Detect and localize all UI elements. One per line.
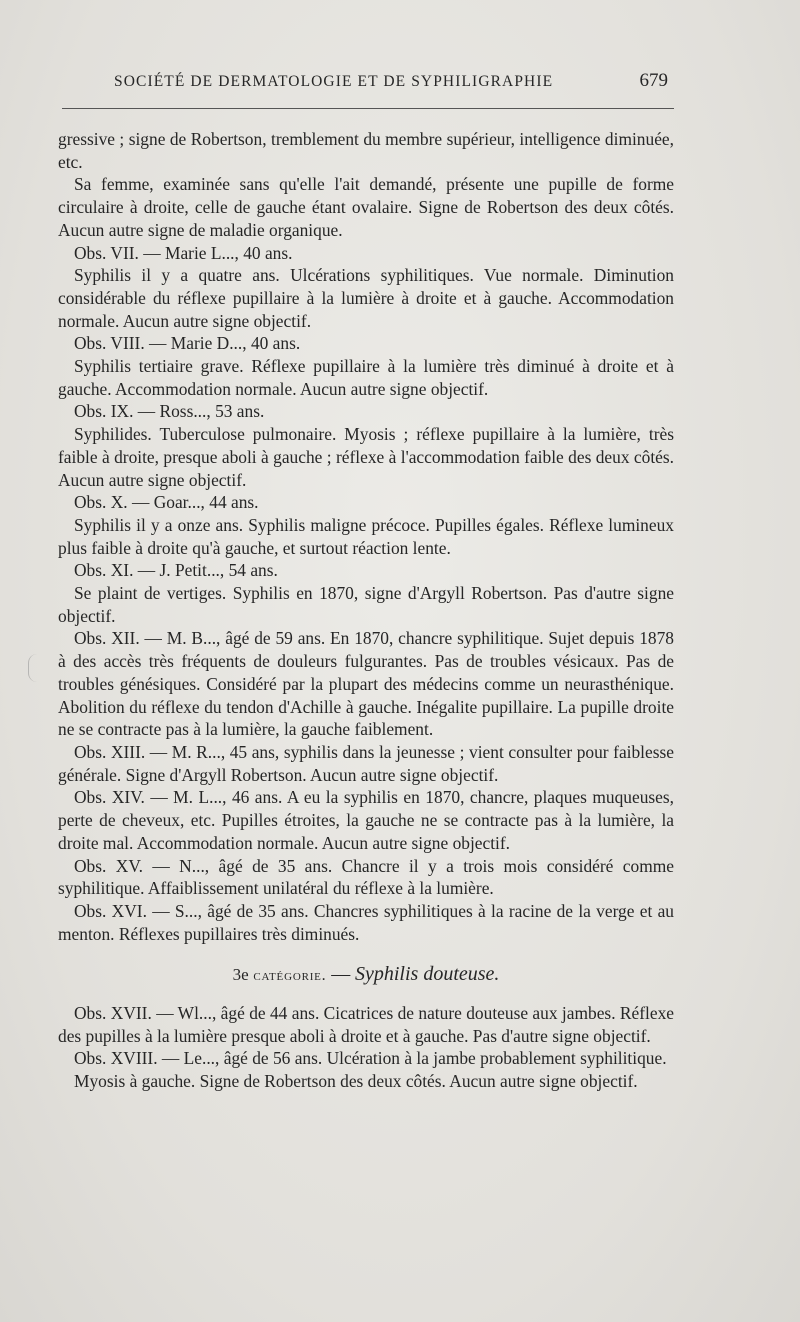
margin-mark bbox=[28, 654, 37, 682]
observation-heading: Obs. VIII. — Marie D..., 40 ans. bbox=[74, 333, 301, 354]
section-number: 3e bbox=[232, 965, 249, 985]
paragraph: Obs. XVII. — Wl..., âgé de 44 ans. Cicatrices de nature douteuse aux jambes. Réflexe des pupilles à la lumière presque aboli à droite et à gauche. Pas d'autre signe objectif. bbox=[58, 1003, 674, 1046]
paragraph: Syphilides. Tuberculose pulmonaire. Myosis ; réflexe pupillaire à la lumière, très faible à droite, presque aboli à gauche ; réflexe à l'accommodation faible des deux côtés. Aucun autre signe objectif. bbox=[58, 424, 674, 490]
body-text bbox=[58, 128, 674, 1093]
paragraph: Obs. XIV. — M. L..., 46 ans. A eu la syphilis en 1870, chancre, plaques muqueuses, perte de cheveux, etc. Pupilles étroites, la gauche ne se contracte pas à la lumière, la droite mal. Accommodation normale. Aucun autre signe objectif. bbox=[58, 787, 674, 853]
paragraph: Obs. XVIII. — Le..., âgé de 56 ans. Ulcération à la jambe probablement syphilitique. bbox=[74, 1048, 667, 1069]
paragraph: Obs. XII. — M. B..., âgé de 59 ans. En 1870, chancre syphilitique. Sujet depuis 1878 à des accès très fréquents de douleurs fulgurantes. Pas de troubles vésicaux. Pas de troubles génésiques. Considéré par la plupart des médecins comme un neurasthénique. Abolition du réflexe du tendon d'Achille à gauche. Inégalite pupillaire. La pupille droite ne se contracte pas à la lumière, la gauche faiblement. bbox=[58, 628, 674, 740]
paragraph: Myosis à gauche. Signe de Robertson des deux côtés. Aucun autre signe objectif. bbox=[74, 1071, 638, 1092]
section-category: catégorie. bbox=[253, 967, 327, 985]
section-title: Syphilis douteuse. bbox=[354, 963, 500, 986]
paragraph: Obs. XVI. — S..., âgé de 35 ans. Chancres syphilitiques à la racine de la verge et au menton. Réflexes pupillaires très diminués. bbox=[58, 900, 674, 944]
observation-heading: Obs. XI. — J. Petit..., 54 ans. bbox=[74, 560, 278, 581]
page-number: 679 bbox=[639, 70, 668, 91]
observation-heading: Obs. VII. — Marie L..., 40 ans. bbox=[74, 242, 293, 263]
paragraph: Sa femme, examinée sans qu'elle l'ait demandé, présente une pupille de forme circulaire à droite, celle de gauche étant ovalaire. Signe de Robertson des deux côtés. Aucun autre signe de maladie organique. bbox=[58, 174, 674, 240]
paragraph: Obs. XV. — N..., âgé de 35 ans. Chancre il y a trois mois considéré comme syphilitique. Affaiblissement unilatéral du réflexe à la lumière. bbox=[58, 855, 674, 899]
section-heading bbox=[58, 963, 674, 988]
header-rule bbox=[62, 108, 674, 109]
section-dash: — bbox=[331, 964, 351, 986]
paragraph: Obs. XIII. — M. R..., 45 ans, syphilis dans la jeunesse ; vient consulter pour faiblesse générale. Signe d'Argyll Robertson. Aucun autre signe objectif. bbox=[58, 741, 674, 785]
observation-heading: Obs. X. — Goar..., 44 ans. bbox=[74, 492, 259, 513]
paragraph: Se plaint de vertiges. Syphilis en 1870, signe d'Argyll Robertson. Pas d'autre signe objectif. bbox=[58, 583, 674, 626]
paragraph: gressive ; signe de Robertson, tremblement du membre supérieur, intelligence diminuée, etc. bbox=[58, 129, 674, 172]
paragraph: Syphilis il y a onze ans. Syphilis maligne précoce. Pupilles égales. Réflexe lumineux plus faible à droite qu'à gauche, et surtout réaction lente. bbox=[58, 514, 674, 558]
header-title: SOCIÉTÉ DE DERMATOLOGIE ET DE SYPHILIGRAPHIE bbox=[114, 73, 554, 90]
paragraph: Syphilis il y a quatre ans. Ulcérations syphilitiques. Vue normale. Diminution considérable du réflexe pupillaire à la lumière à droite et à gauche. Accommodation normale. Aucun autre signe objectif. bbox=[58, 265, 674, 331]
observation-heading: Obs. IX. — Ross..., 53 ans. bbox=[74, 401, 265, 422]
running-header bbox=[76, 70, 674, 100]
paragraph: Syphilis tertiaire grave. Réflexe pupillaire à la lumière très diminué à droite et à gauche. Accommodation normale. Aucun autre signe objectif. bbox=[58, 356, 674, 399]
